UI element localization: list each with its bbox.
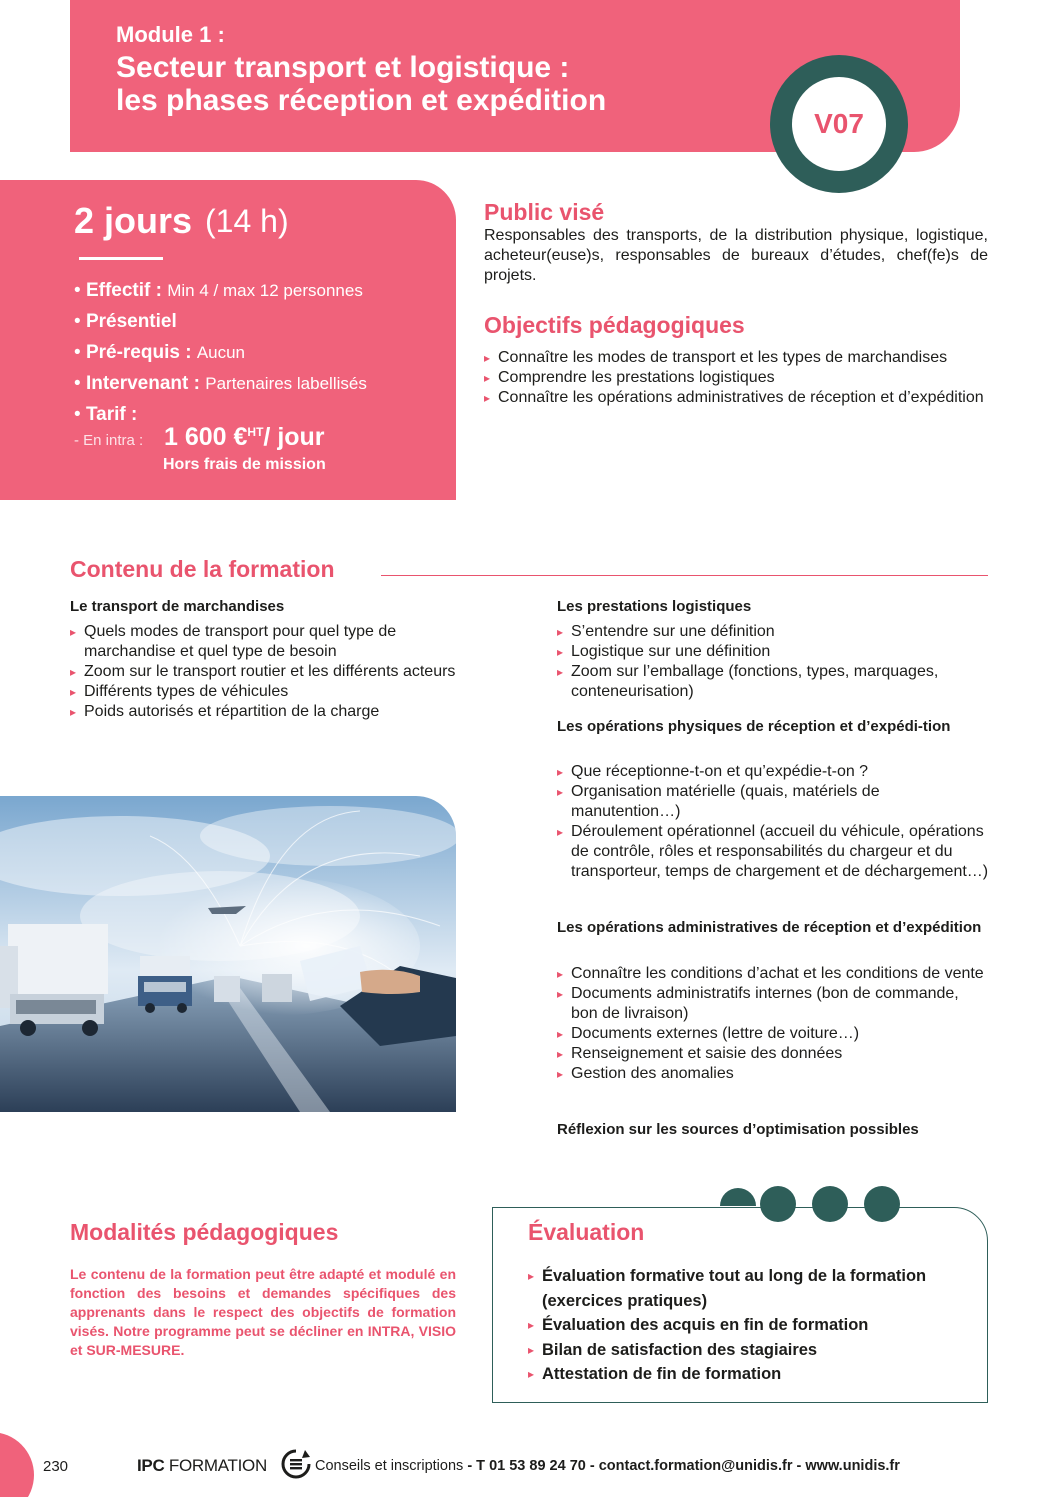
section-title: Le transport de marchandises: [70, 598, 285, 615]
module-label: Module 1 :: [116, 22, 225, 47]
list-item: ▸ Quels modes de transport pour quel type de marchandise et quel type de besoin: [70, 622, 490, 662]
list-item: ▸ Poids autorisés et répartition de la charge: [70, 702, 490, 722]
list-item: ▸ Connaître les conditions d’achat et les conditions de vente: [557, 964, 989, 984]
modalites-text: Le contenu de la formation peut être adapté et modulé en fonction des besoins et demandes spécifiques des apprenants dans le respect des objectifs de formation visés. Notre programme peut se décliner en INTRA, VISIO et SUR-MESURE.: [70, 1266, 456, 1358]
intervenant-label: Intervenant :: [85, 373, 200, 394]
effectif-label: Effectif :: [85, 280, 162, 301]
info-intervenant: • Intervenant : Partenaires labellisés: [74, 373, 367, 394]
intervenant-value: Partenaires labellisés: [205, 374, 367, 393]
objectifs-title: Objectifs pédagogiques: [484, 312, 745, 338]
evaluation-list: [528, 1264, 968, 1387]
list-item: ▸ Attestation de fin de formation: [528, 1362, 968, 1387]
list-item: ▸ Zoom sur le transport routier et les différents acteurs: [70, 662, 490, 682]
list-item: ▸ S’entendre sur une définition: [557, 622, 987, 642]
section-list: [557, 622, 987, 702]
page-number: 230: [43, 1458, 69, 1475]
transport-illustration: [0, 796, 456, 1112]
prerequis-label: Pré-requis :: [85, 342, 192, 363]
module-title-line2: les phases réception et expédition: [116, 84, 607, 117]
list-item: ▸ Déroulement opérationnel (accueil du véhicule, opérations de contrôle, rôles et responsabilités du chargeur et du transporteur, temps de chargement et de déchargement…): [557, 822, 989, 882]
truck-1: [0, 924, 108, 1036]
list-item: ▸ Renseignement et saisie des données: [557, 1044, 989, 1064]
contact-email[interactable]: - contact.formation@unidis.fr: [589, 1458, 793, 1474]
section-title: Les opérations administratives de réception et d’expédition: [557, 919, 982, 936]
price-unit: / jour: [263, 423, 325, 451]
brand-logo: [137, 1456, 267, 1476]
module-title-line1: Secteur transport et logistique :: [116, 51, 570, 84]
list-item: ▸ Bilan de satisfaction des stagiaires: [528, 1338, 968, 1363]
effectif-value: Min 4 / max 12 personnes: [167, 281, 363, 300]
module-code: V07: [792, 77, 886, 171]
duration-divider: [79, 257, 163, 260]
duration: 2 jours: [74, 200, 193, 241]
price-amount: 1 600 €: [164, 423, 248, 451]
brand-icon: [281, 1448, 311, 1480]
list-item: ▸ Gestion des anomalies: [557, 1064, 989, 1084]
section-list: [557, 964, 989, 1084]
decorative-dots: [720, 1186, 960, 1224]
public-text: Responsables des transports, de la distribution physique, logistique, acheteur(euse)s, responsables de bureaux d’études, chef(fe)s de projets.: [484, 227, 988, 284]
truck-2: [138, 956, 192, 1013]
objectifs-list: [484, 348, 984, 408]
public-title: Public visé: [484, 199, 605, 225]
modalites-title: Modalités pédagogiques: [70, 1219, 339, 1245]
tarif-label: Tarif :: [85, 404, 138, 425]
list-item: ▸ Logistique sur une définition: [557, 642, 987, 662]
contact-line: [315, 1458, 900, 1474]
info-presentiel: • Présentiel: [74, 311, 177, 332]
info-tarif: • Tarif :: [74, 404, 138, 425]
info-effectif: • Effectif : Min 4 / max 12 personnes: [74, 280, 363, 301]
intra-label: - En intra :: [74, 432, 144, 449]
section-title: Les opérations physiques de réception et d’expédi-tion: [557, 718, 951, 735]
intra-price: [164, 423, 325, 452]
info-prerequis: • Pré-requis : Aucun: [74, 342, 246, 363]
section-list: [70, 622, 490, 722]
list-item: ▸ Différents types de véhicules: [70, 682, 490, 702]
section-list: [557, 762, 989, 882]
list-item: ▸ Organisation matérielle (quais, matériels de manutention…): [557, 782, 989, 822]
hors-frais: Hors frais de mission: [163, 456, 326, 473]
list-item: ▸ Comprendre les prestations logistiques: [484, 368, 984, 388]
duration-hours: (14 h): [205, 203, 289, 239]
brand-rest: FORMATION: [168, 1456, 267, 1475]
list-item: ▸ Connaître les opérations administratives de réception et d’expédition: [484, 388, 984, 408]
list-item: ▸ Évaluation formative tout au long de la formation (exercices pratiques): [528, 1264, 968, 1313]
price-ht: HT: [247, 425, 264, 439]
presentiel-label: Présentiel: [85, 311, 177, 332]
contact-website[interactable]: - www.unidis.fr: [796, 1458, 900, 1474]
brand-bold: IPC: [137, 1456, 165, 1475]
corner-decoration: [0, 1432, 34, 1497]
section-title: Les prestations logistiques: [557, 598, 752, 615]
list-item: ▸ Connaître les modes de transport et les types de marchandises: [484, 348, 984, 368]
contact-phone[interactable]: - T 01 53 89 24 70: [467, 1458, 586, 1474]
transport-photo: [0, 796, 456, 1112]
contact-label: Conseils et inscriptions: [315, 1458, 464, 1474]
list-item: ▸ Évaluation des acquis en fin de formation: [528, 1313, 968, 1338]
contenu-divider: [381, 575, 988, 576]
list-item: ▸ Que réceptionne-t-on et qu’expédie-t-on ?: [557, 762, 989, 782]
section-title: Réflexion sur les sources d’optimisation possibles: [557, 1121, 919, 1138]
list-item: ▸ Documents externes (lettre de voiture…): [557, 1024, 989, 1044]
contenu-title: Contenu de la formation: [70, 556, 335, 582]
list-item: ▸ Zoom sur l’emballage (fonctions, types, marquages, conteneurisation): [557, 662, 987, 702]
prerequis-value: Aucun: [196, 343, 246, 362]
evaluation-title: Évaluation: [528, 1219, 645, 1245]
list-item: ▸ Documents administratifs internes (bon de commande, bon de livraison): [557, 984, 989, 1024]
